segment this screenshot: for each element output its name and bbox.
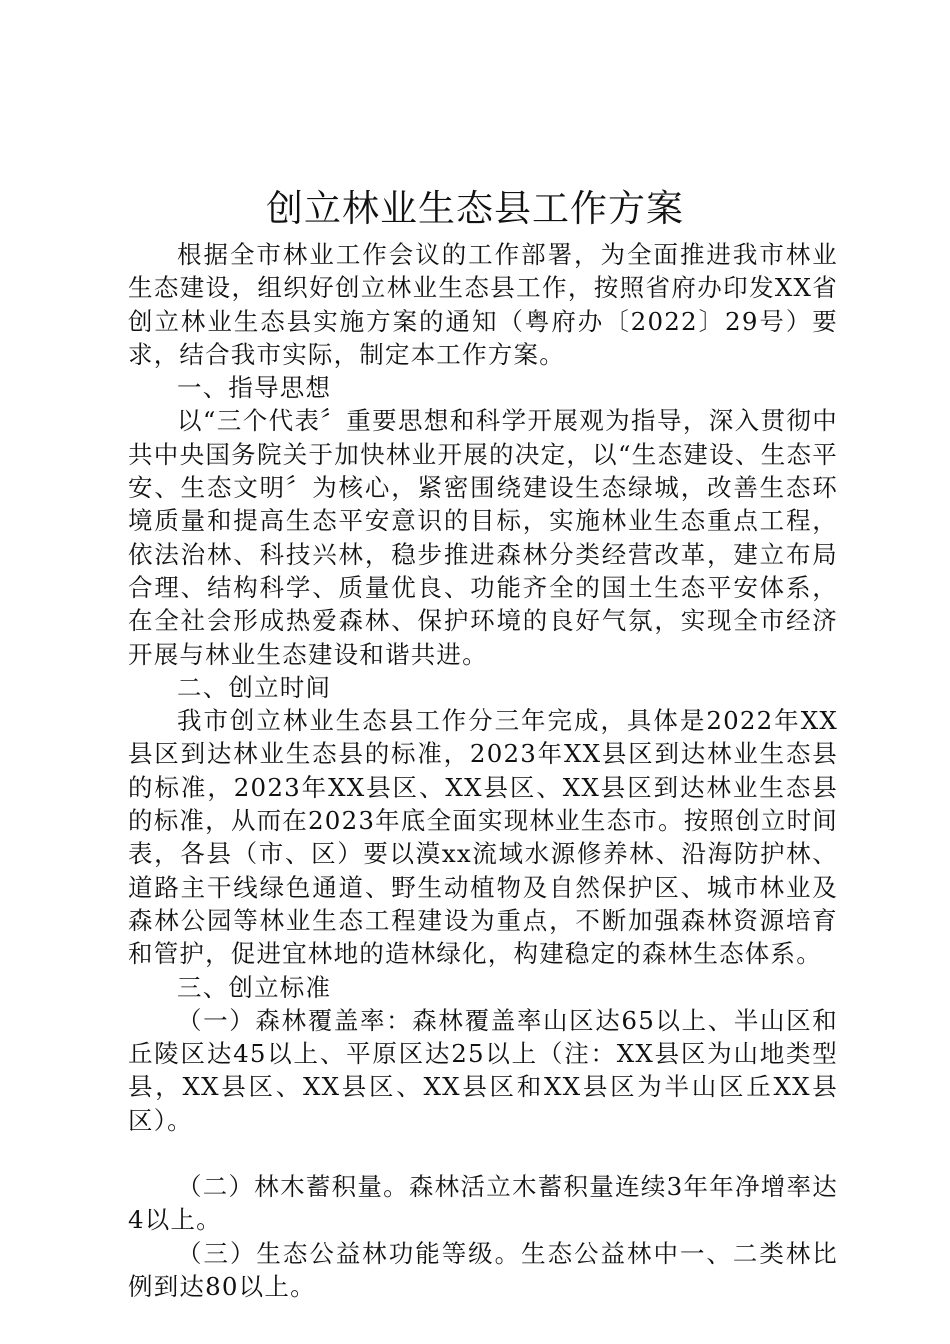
standard-forest-coverage: （一）森林覆盖率：森林覆盖率山区达65以上、半山区和丘陵区达45以上、平原区达25以上（注：XX县区为山地类型县，XX县区、XX县区、XX县区和XX县区为半山区丘XX县区）。 xyxy=(128,1005,838,1135)
document-body xyxy=(128,238,838,1303)
section-heading-standards: 三、创立标准 xyxy=(177,972,332,1002)
section-heading-timeline: 二、创立时间 xyxy=(177,672,332,702)
standard-ecological-forest: （三）生态公益林功能等级。生态公益林中一、二类林比例到达80以上。 xyxy=(128,1238,838,1301)
timeline-paragraph: 我市创立林业生态县工作分三年完成，具体是2022年XX县区到达林业生态县的标准，2023年XX县区到达林业生态县的标准，2023年XX县区、XX县区、XX县区到达林业生态县的标准，从而在2023年底全面实现林业生态市。按照创立时间表，各县（市、区）要以漠xx流域水源修养林、沿海防护林、道路主干线绿色通道、野生动植物及自然保护区、城市林业及森林公园等林业生态工程建设为重点，不断加强森林资源培育和管护，促进宜林地的造林绿化，构建稳定的森林生态体系。 xyxy=(128,706,838,969)
document-title: 创立林业生态县工作方案 xyxy=(266,187,684,230)
section-heading-guiding-ideology: 一、指导思想 xyxy=(177,373,332,403)
intro-paragraph: 根据全市林业工作会议的工作部署，为全面推进我市林业生态建设，组织好创立林业生态县工作，按照省府办印发XX省创立林业生态县实施方案的通知（粤府办〔2022〕29号）要求，结合我市实际，制定本工作方案。 xyxy=(128,240,838,369)
guiding-ideology-paragraph: 以“三个代表〞重要思想和科学开展观为指导，深入贯彻中共中央国务院关于加快林业开展的决定，以“生态建设、生态平安、生态文明〞为核心，紧密围绕建设生态绿城，改善生态环境质量和提高生态平安意识的目标，实施林业生态重点工程，依法治林、科技兴林，稳步推进森林分类经营改革，建立布局合理、结构科学、质量优良、功能齐全的国土生态平安体系，在全社会形成热爱森林、保护环境的良好气氛，实现全市经济开展与林业生态建设和谐共进。 xyxy=(128,406,838,669)
standard-timber-volume: （二）林木蓄积量。森林活立木蓄积量连续3年年净增率达4以上。 xyxy=(128,1172,838,1235)
